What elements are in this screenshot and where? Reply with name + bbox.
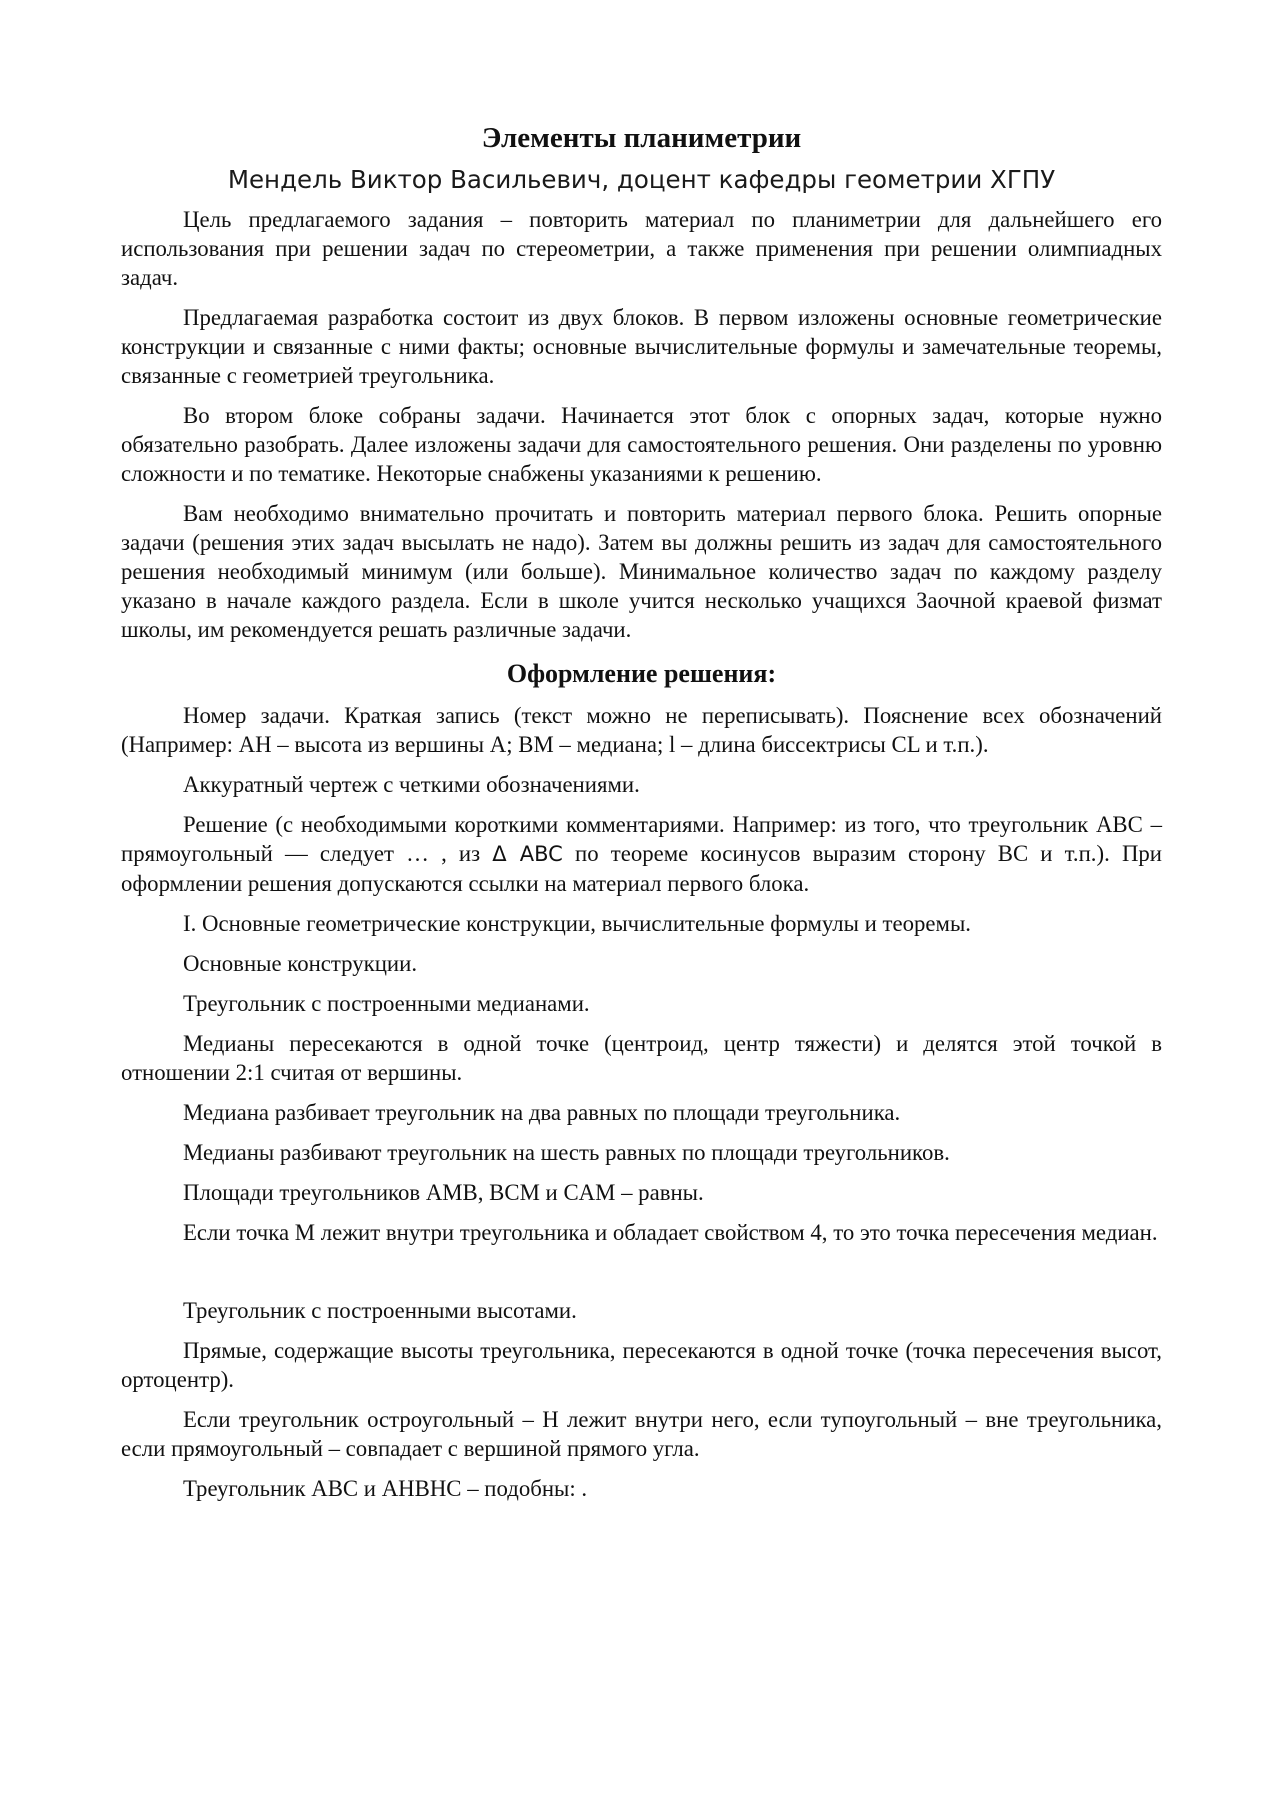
constructions-heading: Основные конструкции. xyxy=(183,951,418,976)
document-author: Мендель Виктор Васильевич, доцент кафедры геометрии ХГПУ xyxy=(227,165,1056,194)
medians-paragraph: Площади треугольников AMB, BCM и CAM – равны. xyxy=(183,1180,704,1205)
intro-paragraph: Во втором блоке собраны задачи. Начинается этот блок с опорных задач, которые нужно обязательно разобрать. Далее изложены задачи для самостоятельного решения. Они разделены по уровню сложности и по тематике. Некоторые снабжены указаниями к решению. xyxy=(121,403,1162,486)
medians-paragraph: Медиана разбивает треугольник на два равных по площади треугольника. xyxy=(183,1100,901,1125)
medians-paragraph: Медианы разбивают треугольник на шесть равных по площади треугольников. xyxy=(183,1140,950,1165)
medians-paragraph: Медианы пересекаются в одной точке (центроид, центр тяжести) и делятся этой точкой в отношении 2:1 считая от вершины. xyxy=(121,1031,1162,1085)
intro-paragraph: Вам необходимо внимательно прочитать и повторить материал первого блока. Решить опорные задачи (решения этих задач высылать не надо). Затем вы должны решить из задач для самостоятельного решения необходимый минимум (или больше). Минимальное количество задач по каждому разделу указано в начале каждого раздела. Если в школе учится несколько учащихся Заочной краевой физмат школы, им рекомендуется решать различные задачи. xyxy=(121,501,1162,642)
document-page xyxy=(121,118,1162,1514)
format-paragraph: Аккуратный чертеж с четкими обозначениями. xyxy=(183,772,640,797)
medians-paragraph: Если точка M лежит внутри треугольника и обладает свойством 4, то это точка пересечения медиан. xyxy=(183,1220,1158,1245)
document-title: Элементы планиметрии xyxy=(481,122,802,154)
section-title: Оформление решения: xyxy=(506,659,777,688)
format-text: по теореме косинусов выразим сторону BC и т.п.). При оформлении решения допускаются ссылки на материал первого блока. xyxy=(121,841,1163,896)
altitudes-paragraph: Треугольник с построенными высотами. xyxy=(183,1298,577,1323)
medians-paragraph: Треугольник с построенными медианами. xyxy=(183,991,590,1016)
part-heading: I. Основные геометрические конструкции, вычислительные формулы и теоремы. xyxy=(183,911,971,936)
altitudes-paragraph: Если треугольник остроугольный – H лежит внутри него, если тупоугольный – вне треугольника, если прямоугольный – совпадает с вершиной прямого угла. xyxy=(121,1407,1162,1461)
altitudes-paragraph: Треугольник ABC и AHBHC – подобны: . xyxy=(183,1476,588,1501)
format-paragraph xyxy=(121,810,1162,898)
format-paragraph: Номер задачи. Краткая запись (текст можно не переписывать). Пояснение всех обозначений (Например: AH – высота из вершины A; BM – медиана; l – длина биссектрисы CL и т.п.). xyxy=(121,703,1162,757)
intro-paragraph: Цель предлагаемого задания – повторить материал по планиметрии для дальнейшего его использования при решении задач по стереометрии, а также применения при решении олимпиадных задач. xyxy=(121,207,1162,290)
blank-space xyxy=(121,1258,1162,1296)
intro-paragraph: Предлагаемая разработка состоит из двух блоков. В первом изложены основные геометрические конструкции и связанные с ними факты; основные вычислительные формулы и замечательные теоремы, связанные с геометрией треугольника. xyxy=(121,305,1162,388)
format-text: Решение (с необходимыми короткими комментариями. Например: из того, что треугольник ABC – прямоугольный — следует … , из xyxy=(121,812,1162,866)
altitudes-paragraph: Прямые, содержащие высоты треугольника, пересекаются в одной точке (точка пересечения высот, ортоцентр). xyxy=(121,1338,1162,1392)
triangle-notation: Δ ABC xyxy=(492,842,563,866)
